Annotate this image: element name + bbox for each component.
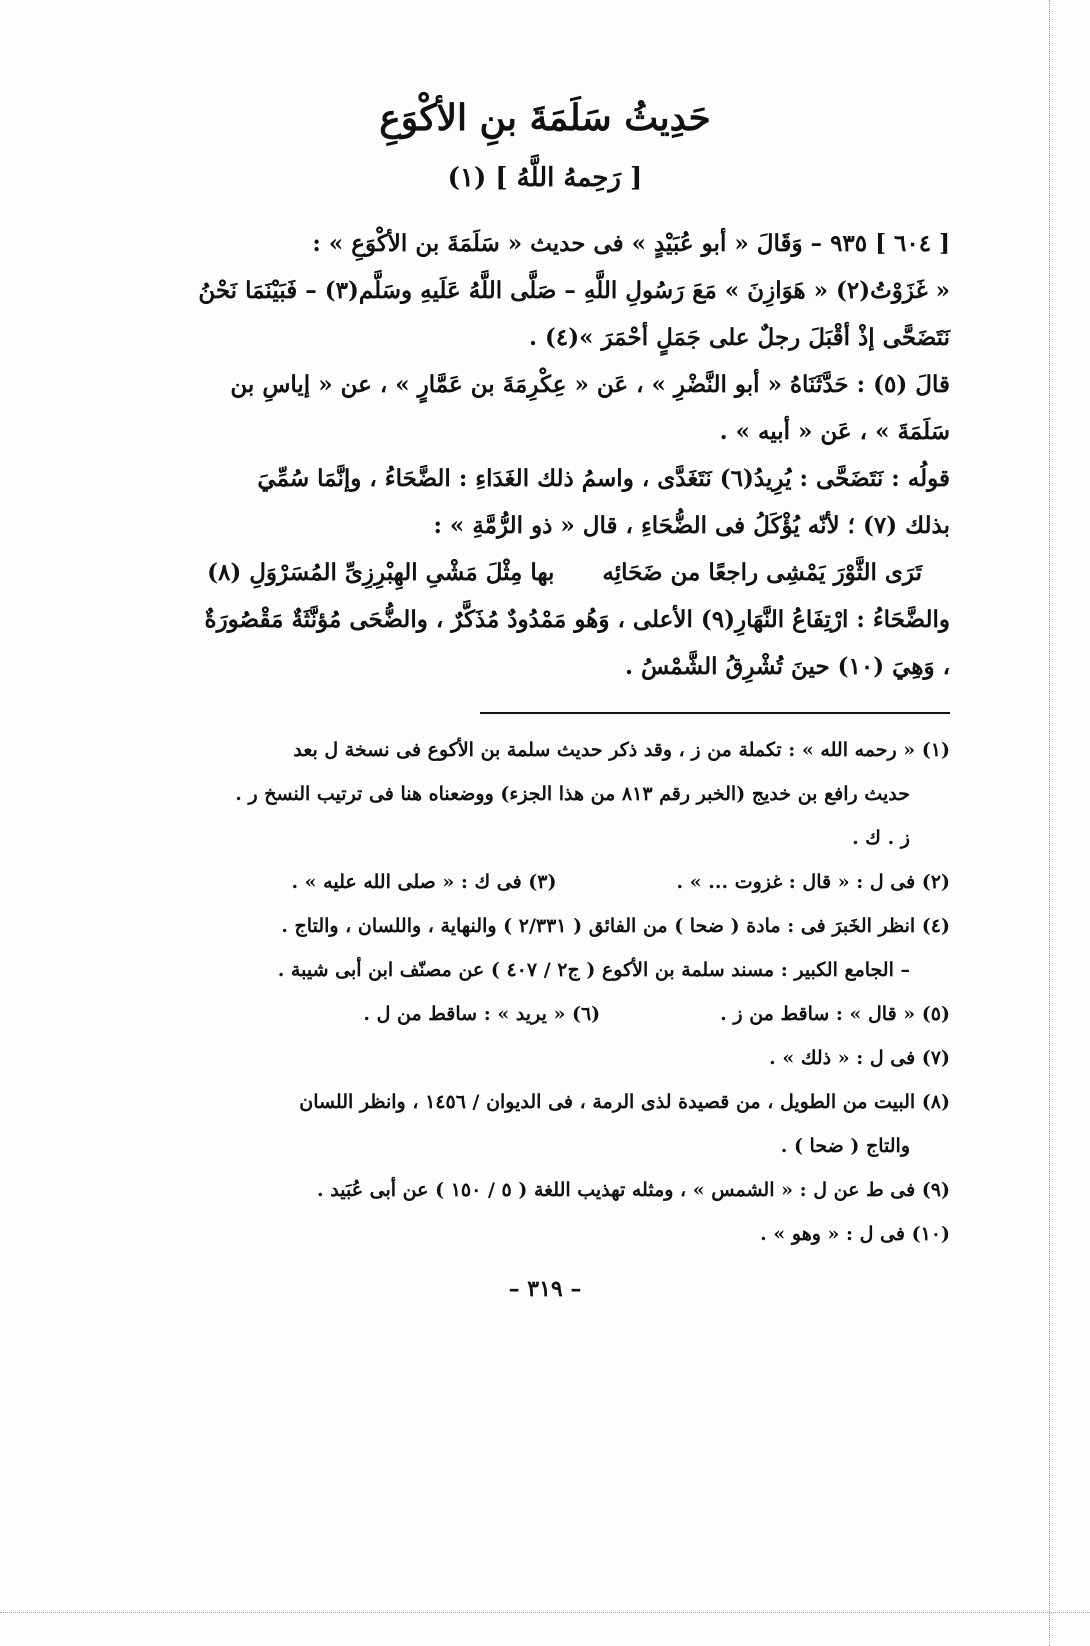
footnote-line: (١٠) فى ل : « وهو » . — [760, 1223, 950, 1245]
footnote-divider — [480, 712, 950, 714]
footnote-line: (٤) انظر الخَبرَ فى : مادة ( ضحا ) من الفائق ( ٢/٣٣١ ) والنهاية ، واللسان ، والتاج . — [281, 915, 950, 937]
footnote-line: (٨) البيت من الطويل ، من قصيدة لذى الرمة ، فى الديوان / ١٤٥٦ ، وانظر اللسان — [299, 1091, 950, 1113]
body-line: سَلَمَةَ » ، عَن « أبيه » . — [719, 418, 950, 445]
body-line: ، وَهِيَ (١٠) حينَ تُشْرِقُ الشَّمْسُ . — [624, 653, 950, 680]
footnote-line — [140, 860, 950, 904]
page-number: – ٣١٩ – — [508, 1276, 582, 1302]
body-line: بذلك (٧) ؛ لأنّه يُؤْكَلُ فى الضُّحَاءِ ، قال « ذو الرُّمَّةِ » : — [433, 512, 950, 539]
footnote-2: (٢) فى ل : « قال : غزوت ... » . — [676, 871, 950, 893]
body-line: نَتَضَحَّى إذْ أقْبَلَ رجلٌ على جَمَلٍ أحْمَرَ »(٤) . — [528, 324, 950, 351]
footnote-line: والتاج ( ضحا ) . — [780, 1135, 910, 1157]
footnote-line: (٧) فى ل : « ذلك » . — [769, 1047, 950, 1069]
footnote-5: (٥) « قال » : ساقط من ز . — [720, 1003, 950, 1025]
footnote-line: – الجامع الكبير : مسند سلمة بن الأكوع ( ج٢ / ٤٠٧ ) عن مصنّف ابن أبى شيبة . — [277, 959, 910, 981]
verse-first-hemistich: تَرَى الثَّوْرَ يَمْشِى راجعًا من ضَحَائِه — [602, 559, 922, 586]
footnote-6: (٦) « يريد » : ساقط من ل . — [363, 1003, 601, 1025]
footnote-line: (١) « رحمه الله » : تكملة من ز ، وقد ذكر حديث سلمة بن الأكوع فى نسخة ل بعد — [293, 739, 950, 761]
footnote-line: حديث رافع بن خديج (الخبر رقم ٨١٣ من هذا الجزء) ووضعناه هنا فى ترتيب النسخ ر . — [235, 783, 910, 805]
body-line: والضَّحَاءُ : ارْتِفَاعُ النَّهَارِ(٩) الأعلى ، وَهُو مَمْدُودٌ مُذَكَّرٌ ، والضُّحَى مُؤنَّثَةٌ مَقْصُورَةٌ — [204, 606, 950, 633]
page-edge-right — [1049, 0, 1050, 1646]
verse-second-hemistich: بها مِثْلَ مَشْىِ الهِبْرِزِىِّ المُسَرْوَلِ (٨) — [207, 559, 555, 586]
page-title: حَدِيثُ سَلَمَةَ بنِ الأكْوَعِ — [379, 97, 711, 139]
footnote-line: ز . ك . — [852, 827, 910, 849]
body-line: [ ٦٠٤ ] ٩٣٥ – وَقَالَ « أبو عُبَيْدٍ » فى حديث « سَلَمَةَ بن الأكْوَعِ » : — [312, 230, 950, 257]
footnote-line: (٩) فى ط عن ل : « الشمس » ، ومثله تهذيب اللغة ( ٥ / ١٥٠ ) عن أبى عُبَيد . — [317, 1179, 950, 1201]
footnote-line — [140, 992, 950, 1036]
footnote-3: (٣) فى ك : « صلى الله عليه » . — [291, 871, 557, 893]
page-subtitle: [ رَحِمهُ اللَّهُ ] (١) — [447, 163, 643, 193]
page-edge-bottom — [0, 1612, 1090, 1613]
body-line: قالَ (٥) : حَدَّثَنَاهُ « أبو النَّضْرِ » ، عَن « عِكْرِمَةَ بن عَمَّارٍ » ، عن « إياسِ بن — [230, 371, 950, 398]
body-line: « غَزَوْتُ(٢) « هَوَازِنَ » مَعَ رَسُولِ اللَّهِ – صَلَّى اللَّهُ عَلَيهِ وسَلَّم(٣) – فَبَيْنَمَا نَحْنُ — [198, 277, 950, 304]
poem-verse — [140, 549, 950, 596]
body-line: قولُه : نَتَضَحَّى : يُرِيدُ(٦) نَتَغَدَّى ، واسمُ ذلك الغَدَاءِ : الضَّحَاءُ ، وإنَّمَا سُمِّيَ — [257, 465, 950, 492]
page-content — [140, 90, 950, 1302]
